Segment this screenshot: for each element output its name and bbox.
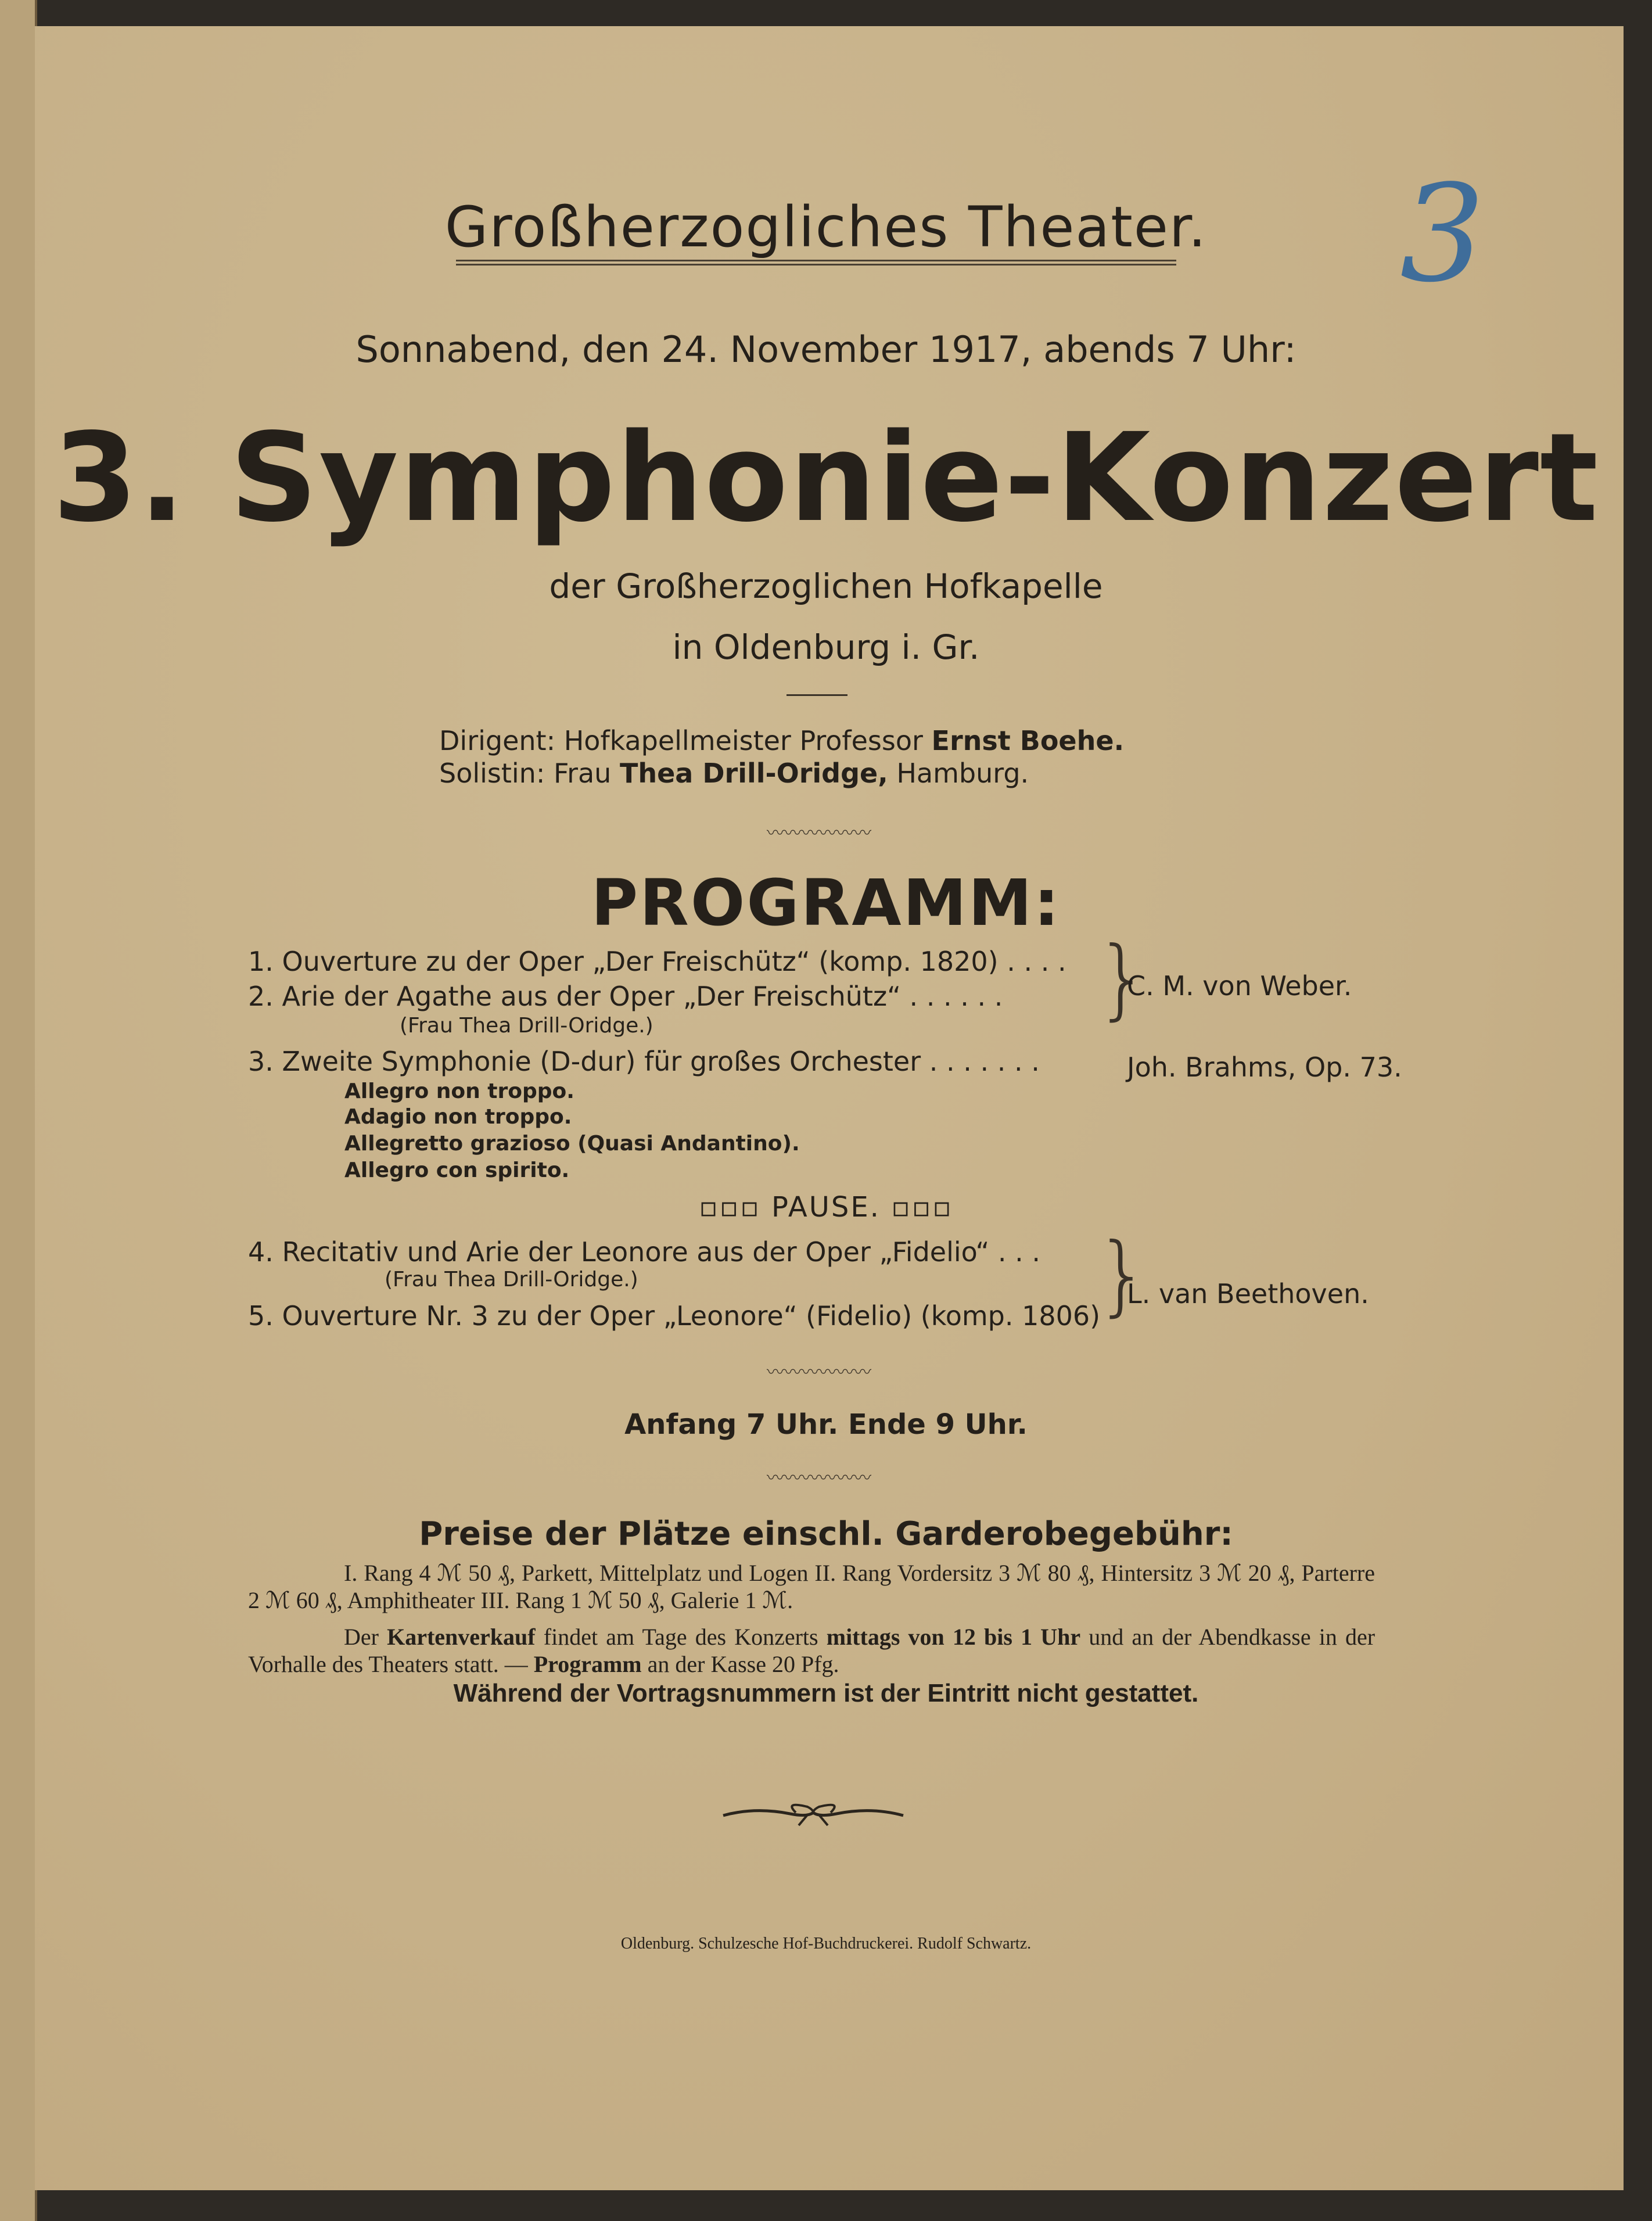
movement: Allegro con spirito. [344, 1158, 570, 1182]
movement: Allegretto grazioso (Quasi Andantino). [344, 1132, 800, 1156]
program-item-4: 4. Recitativ und Arie der Leonore aus der Oper „Fidelio“ . . . [248, 1236, 1041, 1268]
program-item-5: 5. Ouverture Nr. 3 zu der Oper „Leonore“ (Fidelio) (komp. 1806) [248, 1300, 1101, 1332]
heading-double-underline [456, 260, 1176, 265]
conductor-name: Ernst Boehe. [931, 725, 1125, 756]
wavy-divider: 〰〰〰〰〰〰 [767, 1468, 871, 1488]
divider [787, 694, 847, 696]
bow-ornament-icon [720, 1795, 906, 1830]
t: und an der Abendkasse in der Vorhalle des Theaters statt. — [248, 1624, 1376, 1677]
start-end-times: Anfang 7 Uhr. Ende 9 Uhr. [624, 1408, 1028, 1441]
prices-heading: Preise der Plätze einschl. Garderobegebühr: [419, 1515, 1233, 1553]
program-item-2: 2. Arie der Agathe aus der Oper „Der Freischütz“ . . . . . . [248, 981, 1003, 1012]
t: mittags von 12 bis 1 Uhr [826, 1624, 1081, 1650]
program-heading: PROGRAMM: [591, 866, 1061, 940]
handwritten-number: 3 [1400, 157, 1485, 312]
brace: } [1095, 1225, 1151, 1326]
prices-text: I. Rang 4 ℳ 50 ₰, Parkett, Mittelplatz und Logen II. Rang Vordersitz 3 ℳ 80 ₰, Hintersitz 3 ℳ 20 ₰, Parterre 2 ℳ 60 ₰, Amphitheater III. Rang 1 ℳ 50 ₰, Galerie 1 ℳ. [248, 1560, 1375, 1613]
wavy-divider: 〰〰〰〰〰〰 [767, 1362, 871, 1383]
t: Programm [533, 1651, 642, 1677]
program-item-2-note: (Frau Thea Drill-Oridge.) [400, 1014, 653, 1038]
conductor-line [439, 725, 1124, 756]
composer-brahms: Joh. Brahms, Op. 73. [1127, 1052, 1402, 1083]
soloist-line [439, 758, 1029, 789]
movement: Allegro non troppo. [344, 1079, 574, 1103]
movement: Adagio non troppo. [344, 1105, 572, 1129]
soloist-name: Thea Drill-Oridge, [619, 758, 888, 789]
orchestra-line: der Großherzoglichen Hofkapelle [549, 566, 1103, 606]
date-line: Sonnabend, den 24. November 1917, abends 7 Uhr: [355, 328, 1297, 371]
theater-heading: Großherzogliches Theater. [444, 195, 1208, 260]
concert-title: 3. Symphonie-Konzert [52, 407, 1600, 549]
composer-weber: C. M. von Weber. [1127, 970, 1352, 1002]
t: Kartenverkauf [387, 1624, 536, 1650]
conductor-label: Dirigent: Hofkapellmeister Professor [439, 725, 923, 756]
location-line: in Oldenburg i. Gr. [672, 627, 980, 667]
entry-notice: Während der Vortragsnummern ist der Eintritt nicht gestattet. [453, 1679, 1199, 1707]
program-item-1: 1. Ouverture zu der Oper „Der Freischütz“ (komp. 1820) . . . . [248, 946, 1066, 977]
brace: } [1095, 928, 1151, 1029]
soloist-label: Solistin: Frau [439, 758, 612, 789]
program-item-3: 3. Zweite Symphonie (D-dur) für großes Orchester . . . . . . . [248, 1046, 1040, 1077]
t: findet am Tage des Konzerts [543, 1624, 818, 1650]
wavy-divider: 〰〰〰〰〰〰 [767, 823, 871, 844]
pause-label: ▫▫▫ PAUSE. ▫▫▫ [699, 1191, 953, 1223]
printer-footer: Oldenburg. Schulzesche Hof-Buchdruckerei. Rudolf Schwartz. [620, 1935, 1032, 1953]
composer-beethoven: L. van Beethoven. [1127, 1278, 1369, 1309]
soloist-city: Hamburg. [896, 758, 1029, 789]
ticket-sale-text [248, 1623, 1375, 1678]
program-item-4-note: (Frau Thea Drill-Oridge.) [385, 1268, 638, 1291]
t: an der Kasse 20 Pfg. [647, 1651, 839, 1677]
t: Der [344, 1624, 379, 1650]
